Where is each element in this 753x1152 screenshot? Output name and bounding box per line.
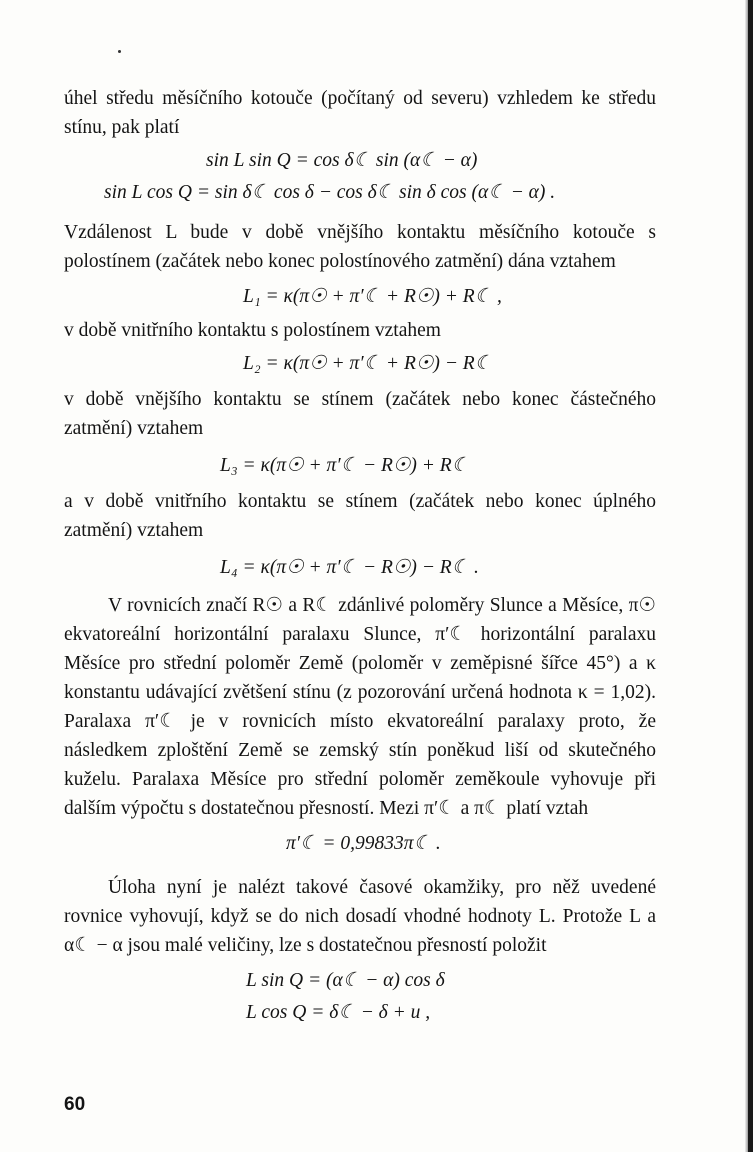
page-edge xyxy=(748,0,753,1152)
equation-1: sin L sin Q = cos δ☾ sin (α☾ − α) xyxy=(206,150,478,171)
equation-9: L cos Q = δ☾ − δ + u , xyxy=(246,1002,431,1023)
equation-3: L₁ = κ(π☉ + π′☾ + R☉) + R☾ , xyxy=(243,286,502,307)
paragraph-7: Úloha nyní je nalézt takové časové okamžiky, pro něž uvedené rovnice vyhovují, když se do nich dosadí vhodné hodnoty L. Protože L a α☾ − α jsou malé veličiny, lze s dostatečnou přesností položit xyxy=(64,877,656,956)
paragraph-1: úhel středu měsíčního kotouče (počítaný od severu) vzhledem ke středu stínu, pak platí xyxy=(64,88,656,138)
equation-4: L₂ = κ(π☉ + π′☾ + R☉) − R☾ xyxy=(243,353,493,374)
equation-7: π′☾ = 0,99833π☾ . xyxy=(286,833,441,854)
paragraph-2: Vzdálenost L bude v době vnějšího kontaktu měsíčního kotouče s polostínem (začátek nebo konec polostínového zatmění) dána vztahem xyxy=(64,222,656,272)
page-number: 60 xyxy=(64,1094,86,1115)
paragraph-5: a v době vnitřního kontaktu se stínem (začátek nebo konec úplného zatmění) vztahem xyxy=(64,491,656,541)
equation-6: L₄ = κ(π☉ + π′☾ − R☉) − R☾ . xyxy=(220,557,479,578)
page-speck xyxy=(118,50,121,53)
paragraph-4: v době vnějšího kontaktu se stínem (začátek nebo konec částečného zatmění) vztahem xyxy=(64,389,656,439)
equation-8: L sin Q = (α☾ − α) cos δ xyxy=(246,970,445,991)
page-content xyxy=(64,84,656,1028)
paragraph-6: V rovnicích značí R☉ a R☾ zdánlivé poloměry Slunce a Měsíce, π☉ ekvatoreální horizontální paralaxu Slunce, π′☾ horizontální paralaxu Měsíce pro střední poloměr Země (poloměr v zeměpisné šířce 45°) a κ konstantu udávající zvětšení stínu (z pozorování určená hodnota κ = 1,02). Paralaxa π′☾ je v rovnicích místo ekvatoreální paralaxy proto, že následkem zploštění Země se zemský stín poněkud liší od skutečného kuželu. Paralaxa Měsíce pro střední poloměr zeměkoule vyhovuje při dalším výpočtu s dostatečnou přesností. Mezi π′☾ a π☾ platí vztah xyxy=(64,595,656,819)
equation-2: sin L cos Q = sin δ☾ cos δ − cos δ☾ sin δ cos (α☾ − α) . xyxy=(104,182,556,203)
equation-5: L₃ = κ(π☉ + π′☾ − R☉) + R☾ xyxy=(220,455,470,476)
paragraph-3: v době vnitřního kontaktu s polostínem vztahem xyxy=(64,320,441,341)
